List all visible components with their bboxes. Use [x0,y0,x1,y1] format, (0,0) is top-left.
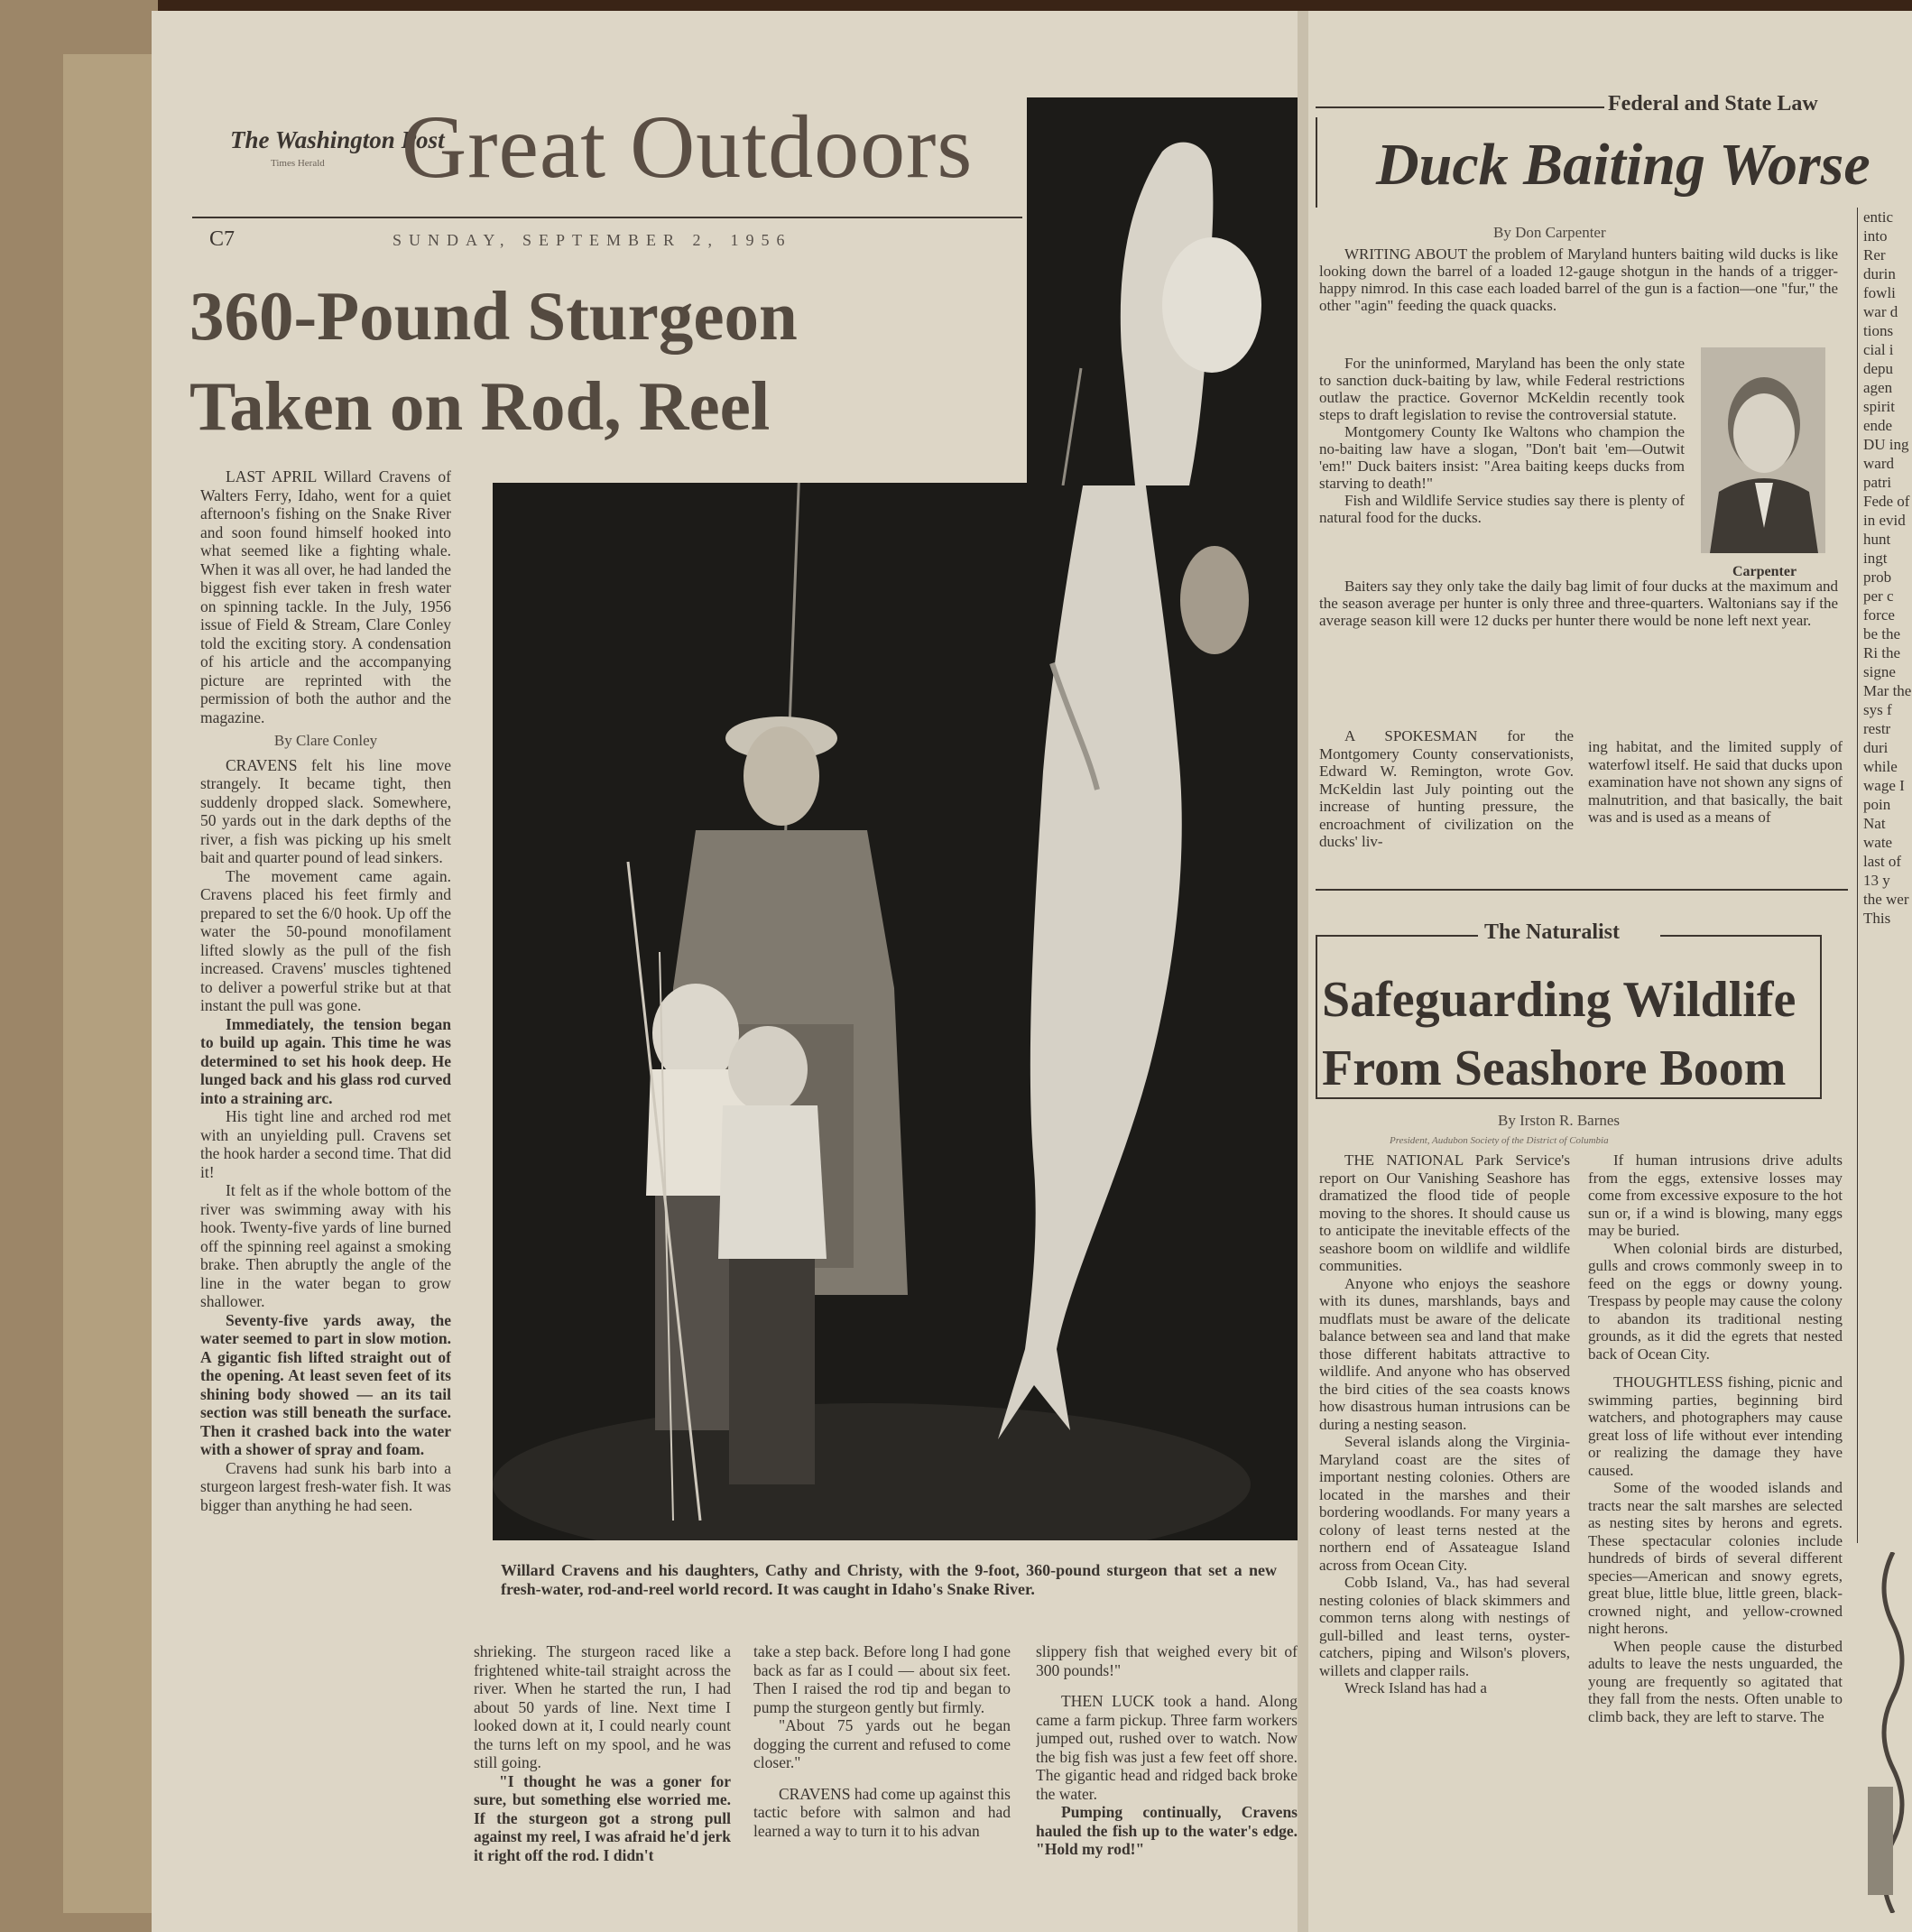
naturalist-paragraph: Some of the wooded islands and tracts near the salt marshes are selected as nesting sites by herons and egrets. These spectacular colonies include hundreds of birds of several different species—American and snowy egrets, great blue, little blue, little green, black-crowned night, and yellow-crowned night herons. [1588,1479,1843,1637]
naturalist-headline-line1: Safeguarding Wildlife [1322,972,1797,1028]
naturalist-byline: By Irston R. Barnes [1498,1112,1621,1129]
lead-paragraph: Pumping continually, Cravens hauled the fish up to the water's edge. "Hold my rod!" [1036,1803,1298,1858]
lead-paragraph: CRAVENS had come up against this tactic before with salmon and had learned a way to turn it to his advan [753,1784,1011,1840]
lead-paragraph: Cravens had sunk his barb into a sturgeon largest fresh-water fish. It was bigger than anything he had seen. [200,1458,451,1514]
lead-headline [189,271,1020,451]
lead-paragraph: slippery fish that weighed every bit of 300 pounds!" [1036,1642,1298,1679]
kicker-rule [1316,106,1604,108]
naturalist-paragraph: When people cause the disturbed adults to leave the nests unguarded, the young are frequently so agitated that they fall from the nests. Often unable to climb back, they are left to starve. The [1588,1637,1843,1725]
duck-byline: By Don Carpenter [1493,224,1606,241]
naturalist-paragraph: Anyone who enjoys the seashore with its dunes, marshlands, bays and mudflats must be aware of the delicate balance between sea and land that make those different habitats attractive to wildlife. And anyone who has observed the bird cities of the sea coasts knows how disastrous human intrusions can be during a nesting season. [1319,1274,1570,1433]
masthead-rule [192,217,1022,218]
duck-column-left [1319,727,1574,876]
lead-paragraph: "I thought he was a goner for sure, but something else worried me. If the sturgeon got a strong pull against my reel, I was afraid he'd jerk it right off the rod. I didn't [474,1771,731,1864]
duck-paragraph: Fish and Wildlife Service studies say there is plenty of natural food for the ducks. [1319,492,1685,526]
lead-paragraph: Seventy-five yards away, the water seemed to part in slow motion. A gigantic fish lifted straight out of the opening. At least seven feet of its shining body showed — an its tail section was still beneath the surface. Then it crashed back into the water with a shower of spray and foam. [200,1310,451,1458]
lead-paragraph: "About 75 yards out he began dogging the current and refused to come closer." [753,1716,1011,1771]
duck-headline: Duck Baiting Worse [1376,132,1870,198]
decorative-rope-illustration [1866,1552,1912,1913]
naturalist-paragraph: If human intrusions drive adults from the eggs, extensive losses may come from excessive exposure to the hot sun or, if a wind is blowing, many eggs may be buried. [1588,1151,1843,1239]
naturalist-column-2 [1588,1151,1843,1929]
naturalist-headline-line2: From Seashore Boom [1322,1040,1787,1096]
dateline: SUNDAY, SEPTEMBER 2, 1956 [393,231,792,249]
page-fold [1298,11,1308,1932]
naturalist-column-1 [1319,1151,1570,1929]
lead-paragraph: take a step back. Before long I had gone back as far as I could — about six feet. Then I raised the rod tip and began to pump the sturgeon gently but firmly. [753,1642,1011,1716]
lead-paragraph: THEN LUCK took a hand. Along came a farm pickup. Three farm workers jumped out, rushed over to watch. Now the big fish was just a few feet off shore. The gigantic head and ridged back broke the water. [1036,1692,1298,1803]
lead-story-column-4 [1036,1642,1298,1931]
section-divider [1316,889,1848,891]
lead-byline: By Clare Conley [273,732,378,749]
lead-story-column-1 [200,467,451,1929]
naturalist-paragraph: When colonial birds are disturbed, gulls and crows commonly sweep in to feed on the eggs or downy young. Trespass by people may cause the colony to abandon its traditional nesting grounds, as it did the egrets that nested back of Ocean City. [1588,1239,1843,1363]
naturalist-paragraph: Wreck Island has had a [1344,1679,1487,1696]
lead-paragraph: CRAVENS felt his line move strangely. It became tight, then suddenly dropped slack. Somewhere, 50 yards out in the dark depths of the river, a fish was picking up his smelt bait and quarter pound of lead sinkers. [200,755,451,866]
lead-story-column-3 [753,1642,1011,1931]
duck-paragraph: Montgomery County Ike Waltons who champion the no-baiting law have a slogan, "Don't bait 'em—Outwit 'em!" Duck baiters insist: "Area baiting keeps ducks from starving to death!" [1319,423,1685,492]
newspaper-logo: The Washington Post [230,126,445,153]
portrait-caption: Carpenter [1732,564,1797,579]
lead-paragraph: Immediately, the tension began to build up again. This time he was determined to set his hook deep. He lunged back and his glass rod curved into a straining arc. [200,1014,451,1107]
cut-off-column: entic into Rer durin fowli war d tions cial i depu agen spirit ende DU ing ward patri Fede of in evid hunt ingt prob per c force be the Ri the signe Mar the sys f restr duri while wage I poin Nat wate last of 13 y the wer This [1863,208,1912,927]
kicker-box-rule [1316,117,1317,208]
duck-paragraph: WRITING ABOUT the problem of Maryland hunters baiting wild ducks is like looking down the barrel of a loaded 12-gauge shotgun in the hands of a trigger-happy nimrod. In this case each loaded barrel of the gun is a faction—one "fur," the other "agin" feeding the quack quacks. [1319,245,1838,314]
duck-column-bottom [1319,578,1838,704]
sturgeon-photo-top [1027,97,1298,485]
naturalist-paragraph: THOUGHTLESS fishing, picnic and swimming parties, beginning bird watchers, and photographers may cause great loss of life without ever intending or realizing the damage they have caused. [1588,1373,1843,1479]
duck-paragraph: A SPOKESMAN for the Montgomery County conservationists, Edward W. Remington, wrote Gov. McKeldin last July pointing out the increase of hunting pressure, the encroachment of civilization on the ducks' liv- [1319,727,1574,850]
naturalist-headline [1322,966,1827,1103]
clipping-backing-edge [63,54,162,1913]
naturalist-kicker: The Naturalist [1484,920,1620,944]
lead-headline-line1: 360-Pound Sturgeon [189,277,798,355]
lead-paragraph: It felt as if the whole bottom of the river was swimming away with his hook. Twenty-five yards of line burned off the spinning reel against a smoking brake. Then abruptly the angle of the line in the water began to grow shallower. [200,1181,451,1310]
duck-column-top [1319,245,1838,345]
naturalist-paragraph: Cobb Island, Va., has had several nesting colonies of black skimmers and common terns along with nestings of gull-billed and least terns, oyster-catchers, piping and Wilson's plovers, willets and clapper rails. [1319,1574,1570,1679]
duck-paragraph: For the uninformed, Maryland has been the only state to sanction duck-baiting by law, while Federal restrictions outlaw the practice. Governor McKeldin recently took steps to draft legislation to revise the controversial statute. [1319,355,1685,423]
lead-story-column-2 [474,1642,731,1931]
duck-paragraph: Baiters say they only take the daily bag limit of four ducks at the maximum and the season average per hunter is only three and three-quarters. Waltonians say if the average season kill were 12 ducks per hunter there would be none left next year. [1319,578,1838,629]
carpenter-portrait [1701,347,1825,553]
sturgeon-photo [493,483,1298,1540]
lead-paragraph: His tight line and arched rod met with an unyielding pull. Cravens set the hook harder a second time. That did it! [200,1107,451,1181]
naturalist-byline-title: President, Audubon Society of the District of Columbia [1390,1135,1609,1146]
column-rule [1857,208,1858,1543]
naturalist-paragraph: Several islands along the Virginia-Maryland coast are the sites of important nesting colonies. Others are located in the marshes and their bordering woodlands. For many years a colony of least terns nested at the northern end of Assateague Island across from Ocean City. [1319,1433,1570,1574]
lead-intro: LAST APRIL Willard Cravens of Walters Ferry, Idaho, went for a quiet afternoon's fishing on the Snake River and soon found himself hooked into what seemed like a fighting whale. When it was all over, he had landed the biggest fish ever taken in fresh water on spinning tackle. In the July, 1956 issue of Field & Stream, Clare Conley told the exciting story. A condensation of his article and the accompanying picture are reprinted with the permission of both the author and the magazine. [200,467,451,726]
lead-paragraph: shrieking. The sturgeon raced like a frightened white-tail straight across the river. When he started the run, I had about 50 yards of line. Next time I looked down at it, I could nearly count the turns left on my spool, and he was still going. [474,1642,731,1771]
duck-column-wrap [1319,355,1685,576]
duck-column-right [1588,738,1843,878]
lead-paragraph: The movement came again. Cravens placed his feet firmly and prepared to set the 6/0 hook. Up off the water the 50-pound monofilament lifted slowly as the pull of the fish increased. Cravens' muscles tightened to deliver a powerful strike but at that instant the pull was gone. [200,866,451,1014]
naturalist-paragraph: THE NATIONAL Park Service's report on Our Vanishing Seashore has dramatized the flood tide of people moving to the shores. It should cause us to anticipate the inevitable effects of the seashore boom on wildlife and wildlife communities. [1319,1151,1570,1274]
page-number: C7 [209,227,236,251]
newspaper-logo-sub: Times Herald [271,158,325,169]
duck-kicker: Federal and State Law [1608,92,1818,116]
photo-caption: Willard Cravens and his daughters, Cathy and Christy, with the 9-foot, 360-pound sturgeon that set a new fresh-water, rod-and-reel world record. It was caught in Idaho's Snake River. [501,1561,1277,1598]
lead-headline-line2: Taken on Rod, Reel [189,367,771,445]
duck-paragraph: ing habitat, and the limited supply of waterfowl itself. He said that ducks upon examination have not shown any signs of malnutrition, and that basically, the bait was and is used as a means of [1588,738,1843,826]
section-title: Great Outdoors [402,97,974,197]
